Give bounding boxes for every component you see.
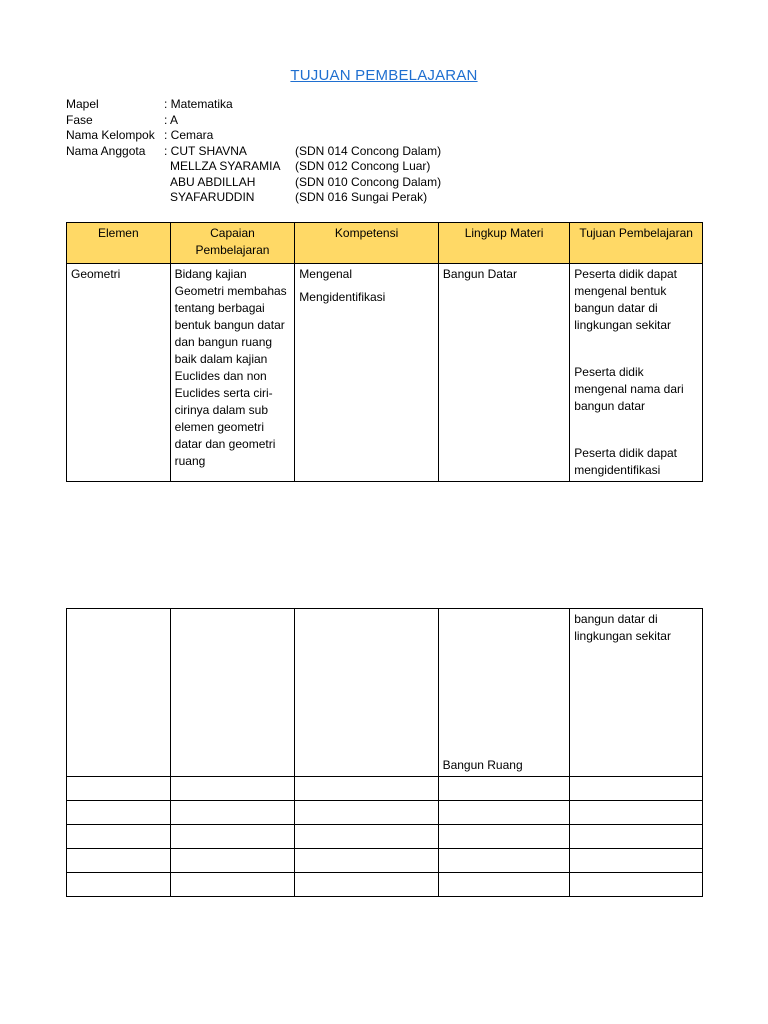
table-row — [67, 264, 703, 482]
cell-tujuan: bangun datar di lingkungan sekitar — [570, 609, 703, 777]
table-row — [67, 777, 703, 801]
table-row — [67, 849, 703, 873]
tujuan-item: Peserta didik dapat mengenal bentuk bangun datar di lingkungan sekitar — [574, 267, 677, 332]
anggota-label: Nama Anggota — [66, 143, 146, 158]
learning-objectives-table-continued — [66, 608, 703, 897]
page-title: TUJUAN PEMBELAJARAN — [290, 67, 478, 84]
cell-kompetensi — [295, 264, 439, 482]
table-header-row — [67, 223, 703, 264]
tujuan-item: Peserta didik mengenal nama dari bangun datar — [574, 365, 684, 413]
header-capaian: Capaian Pembelajaran — [170, 223, 295, 264]
header-lingkup: Lingkup Materi — [438, 223, 569, 264]
fase-label: Fase — [66, 112, 93, 127]
kompetensi-item: Mengenal — [299, 267, 353, 281]
member-name: MELLZA SYARAMIA — [170, 159, 281, 173]
cell-elemen — [67, 609, 171, 777]
member-school: (SDN 016 Sungai Perak) — [295, 190, 428, 204]
mapel-label: Mapel — [66, 97, 99, 111]
cell-tujuan — [570, 264, 703, 482]
member-name: : CUT SHAVNA — [164, 143, 247, 158]
kelompok-value: : Cemara — [164, 128, 214, 142]
member-name: ABU ABDILLAH — [170, 174, 256, 189]
cell-capaian: Bidang kajian Geometri membahas tentang berbagai bentuk bangun datar dan bangun ruang baik dalam kajian Euclides dan non Euclides serta ciri-cirinya dalam sub elemen geometri datar dan geometri ruang — [170, 264, 295, 482]
member-name: SYAFARUDDIN — [170, 190, 255, 204]
cell-lingkup: Bangun Ruang — [438, 609, 570, 777]
member-school: (SDN 012 Concong Luar) — [295, 159, 431, 173]
member-school: (SDN 010 Concong Dalam) — [295, 174, 442, 189]
mapel-value: : Matematika — [164, 97, 233, 111]
kompetensi-item: Mengidentifikasi — [299, 290, 386, 304]
table-row — [67, 873, 703, 897]
header-kompetensi: Kompetensi — [295, 223, 439, 264]
cell-kompetensi — [295, 609, 438, 777]
table-row — [67, 609, 703, 777]
table-row — [67, 801, 703, 825]
cell-lingkup: Bangun Datar — [438, 264, 569, 482]
cell-elemen: Geometri — [67, 264, 171, 482]
learning-objectives-table — [66, 222, 703, 482]
kelompok-label: Nama Kelompok — [66, 128, 155, 142]
member-school: (SDN 014 Concong Dalam) — [295, 143, 442, 158]
fase-value: : A — [164, 112, 179, 127]
cell-capaian — [170, 609, 295, 777]
header-elemen: Elemen — [67, 223, 171, 264]
table-row — [67, 825, 703, 849]
header-tujuan: Tujuan Pembelajaran — [570, 223, 703, 264]
tujuan-item: Peserta didik dapat mengidentifikasi — [574, 446, 677, 477]
